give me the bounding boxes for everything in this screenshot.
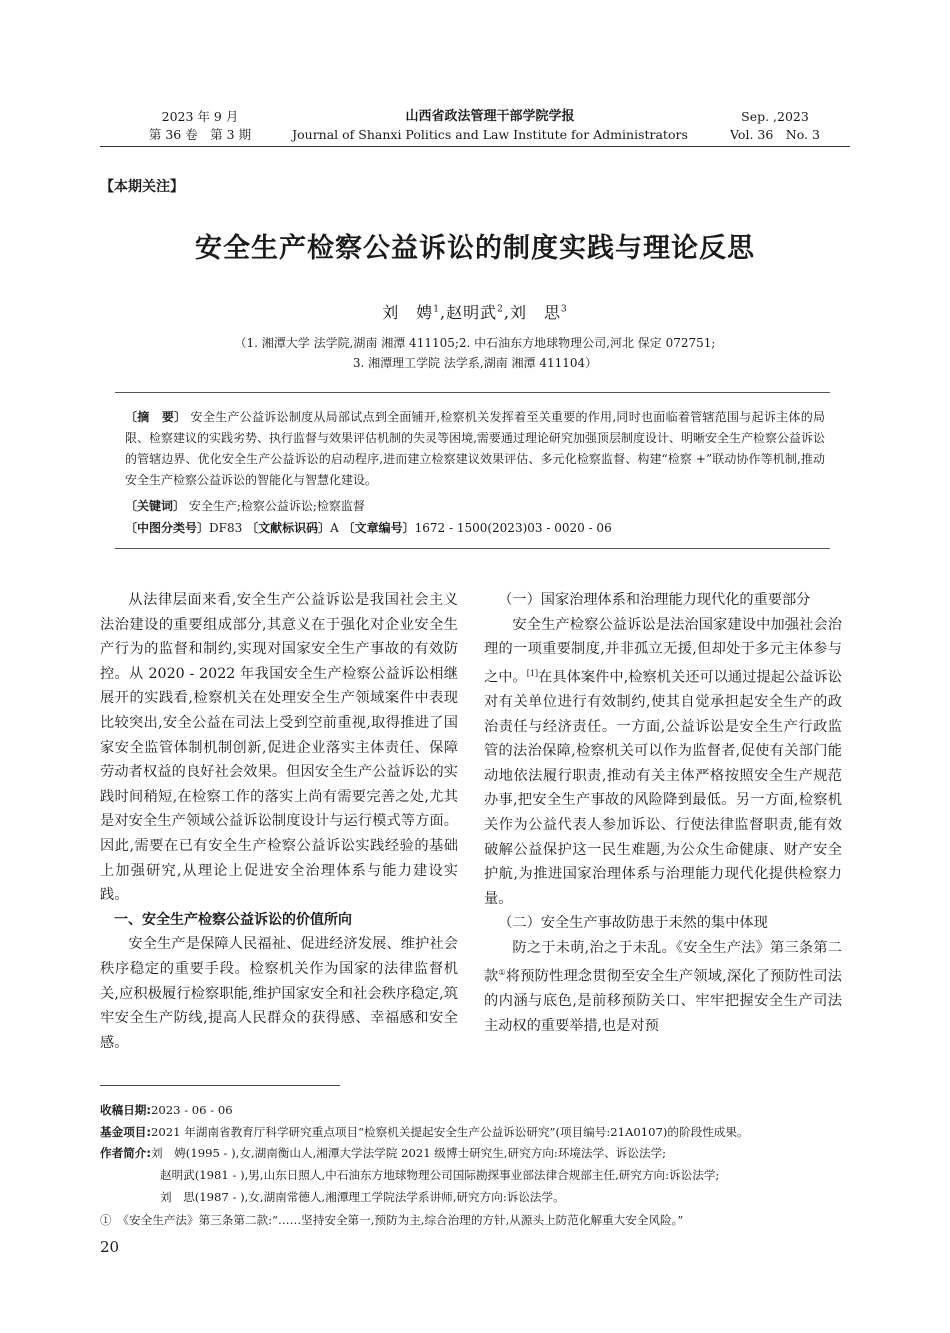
running-header-journal [280,108,700,144]
bio-label: 作者简介: [100,1146,152,1160]
keywords [125,496,825,516]
body-column-left [100,588,458,1055]
paragraph-text: 防之于未萌,治之于未乱。《安全生产法》第三条第二款 [484,940,842,985]
classification-line [125,518,825,538]
paragraph-text: 安全生产检察公益诉讼是法治国家建设中加强社会治理的一项重要制度,并非孤立无援,但却处于多元主体参与之中。 [484,616,842,686]
author-name: 刘 思 [509,303,561,322]
paragraph-text: 将预防性理念贯彻至安全生产领域,深化了预防性司法的内涵与底色,是前移预防关口、牢牢把握安全生产司法主动权的重要举措,也是对预 [484,968,842,1034]
abstract [125,407,825,491]
author-name: 刘 娉 [382,303,434,322]
received-date [100,1100,860,1120]
article-no-value: 1672 - 1500(2023)03 - 0020 - 06 [414,521,612,535]
article-no-label: 〔文章编号〕 [342,521,415,535]
footnote-divider [100,1085,340,1086]
fund-label: 基金项目: [100,1125,152,1139]
author-affil-mark: 3 [560,304,568,315]
author-affil-mark: 1 [433,304,441,315]
section-heading: 一、安全生产检察公益诉讼的价值所向 [114,911,352,928]
author-separator: , [440,303,447,322]
article-title: 安全生产检察公益诉讼的制度实践与理论反思 [195,233,755,264]
author-list [0,300,950,323]
running-header-volume-en [700,108,850,144]
subsection-heading: （二）安全生产事故防患于未然的集中体现 [498,915,768,932]
body-paragraph: 从法律层面来看,安全生产公益诉讼是我国社会主义法治建设的重要组成部分,其意义在于强化对企业安全生产行为的监督和制约,实现对国家安全生产事故的有效防控。从 2020 - 2022 年我国安全生产检察公益诉讼相继展开的实践看,检察机关在处理安全生产领域案件中表现比较突出,安全公益在司法上受到空前重视,取得推进了国家安全监管体制机制创新,促进企业落实主体责任、保障劳动者权益的良好社会效果。但因安全生产公益诉讼的实践时间稍短,在检察工作的落实上尚有需要完善之处,尤其是对安全生产领域公益诉讼制度设计与运行模式等方面。因此,需要在已有安全生产检察公益诉讼实践经验的基础上加强研究,从理论上促进安全治理体系与能力建设实践。 [100,592,458,904]
journal-name-cn: 山西省政法管理干部学院学报 [405,109,575,124]
header-volume-en: Vol. 36 No. 3 [730,127,820,142]
author-bio-1 [100,1143,860,1163]
abstract-text: 安全生产公益诉讼制度从局部试点到全面铺开,检察机关发挥着至关重要的作用,同时也面临着管辖范围与起诉主体的局限、检察建议的实践劣势、执行监督与效果评估机制的失灵等困境,需要通过理论研究加强顶层制度设计、明晰安全生产检察公益诉讼的管辖边界、优化安全生产公益诉讼的启动程序,进而建立检察建议效果评估、多元化检察监督、构建“检察 +”联动协作等机制,推动安全生产检察公益诉讼的智能化与智慧化建设。 [125,410,825,487]
column-tag: 【本期关注】 [100,179,184,195]
abstract-bottom-rule [115,548,830,549]
author-bio-3: 刘 思(1987 - ),女,湖南常德人,湘潭理工学院法学系讲师,研究方向:诉讼法学。 [160,1190,565,1204]
received-label: 收稿日期: [100,1103,152,1117]
doc-code-label: 〔文献标识码〕 [246,521,331,535]
author-bio-2: 赵明武(1981 - ),男,山东日照人,中石油东方地球物理公司国际勘探事业部法律合规部主任,研究方向:诉讼法学; [160,1168,720,1182]
clc-label: 〔中图分类号〕 [125,521,210,535]
keywords-text: 安全生产;检察公益诉讼;检察监督 [188,499,365,513]
doc-code-value: A [330,521,339,535]
footnote-ref[interactable]: ① [498,967,506,977]
affiliation-line-1: （1. 湘潭大学 法学院,湖南 湘潭 411105;2. 中石油东方地球物理公司,河北 保定 072751; [234,336,716,350]
header-divider [100,146,850,147]
author-separator: , [503,303,510,322]
header-date-en: Sep. ,2023 [741,109,809,124]
header-issue-date: 2023 年 9 月 [161,109,239,124]
clc-value: DF83 [209,521,243,535]
citation-ref[interactable]: [1] [526,668,539,678]
abstract-label: 〔摘 要〕 [125,410,187,424]
abstract-top-rule [115,392,830,393]
subsection-heading: （一）国家治理体系和治理能力现代化的重要部分 [498,592,811,608]
page-number: 20 [100,1238,120,1256]
paragraph-text: 在具体案件中,检察机关还可以通过提起公益诉讼对有关单位进行有效制约,使其自觉承担起安全生产的政治责任与经济责任。一方面,公益诉讼是安全生产行政监管的法治保障,检察机关可以作为监督者,促使有关部门能动地依法履行职责,推动有关主体严格按照安全生产规范办事,把安全生产事故的风险降到最低。另一方面,检察机关作为公益代表人参加诉讼、行使法律监督职责,能有效破解公益保护这一民生难题,为公众生命健康、财产安全护航,为推进国家治理体系与治理能力现代化提供检察力量。 [484,669,842,907]
received-value: 2023 - 06 - 06 [151,1103,233,1117]
author-affil-mark: 2 [497,304,504,315]
affiliation-line-2: 3. 湘潭理工学院 法学系,湖南 湘潭 411104） [352,356,598,370]
footnote-mark: ① [100,1213,112,1227]
author-name: 赵明武 [446,303,498,322]
body-paragraph [484,936,842,1038]
bio-text: 刘 娉(1995 - ),女,湖南衡山人,湘潭大学法学院 2021 级博士研究生,研究方向:环境法学、诉讼法学; [151,1146,667,1160]
footnote-1 [100,1210,860,1230]
header-volume: 第 36 卷 第 3 期 [148,127,252,142]
body-paragraph: 安全生产是保障人民福祉、促进经济发展、维护社会秩序稳定的重要手段。检察机关作为国家的法律监督机关,应积极履行检察职能,维护国家安全和社会秩序稳定,筑牢安全生产防线,提高人民群众的获得感、幸福感和安全感。 [100,936,458,1051]
fund-value: 2021 年湖南省教育厅科学研究重点项目“检察机关提起安全生产公益诉讼研究”(项目编号:21A0107)的阶段性成果。 [151,1125,749,1139]
fund-info [100,1122,860,1142]
body-column-right [484,588,842,1038]
running-header-date [100,108,300,144]
footnote-text: 《安全生产法》第三条第二款:“……坚持安全第一,预防为主,综合治理的方针,从源头上防范化解重大安全风险。” [123,1213,684,1227]
body-paragraph [484,613,842,912]
journal-name-en: Journal of Shanxi Politics and Law Institute for Administrators [292,127,688,142]
keywords-label: 〔关键词〕 [125,499,186,513]
